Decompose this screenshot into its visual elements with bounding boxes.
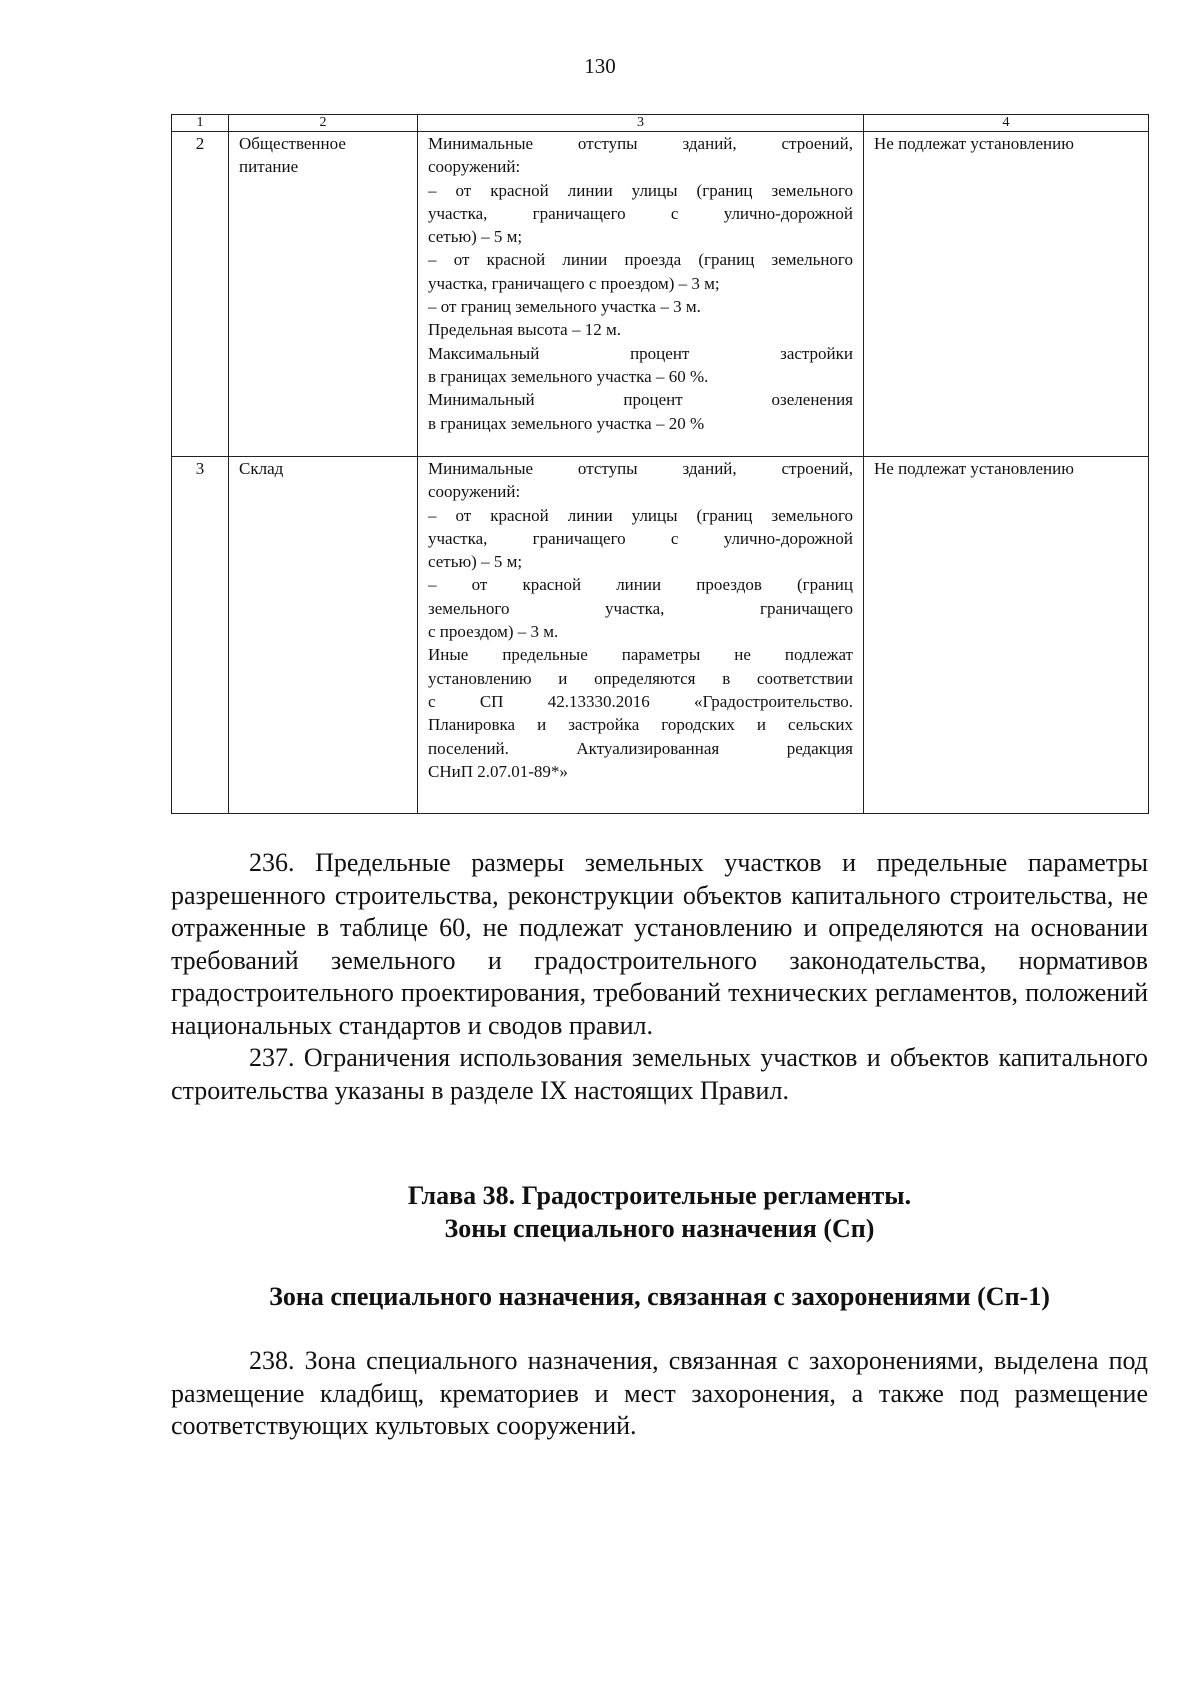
table-header-cell: 2 [229, 115, 418, 132]
param-line: участка, граничащего с проездом) – 3 м; [428, 273, 720, 293]
param-line: Минимальный процент озеленения [428, 390, 853, 410]
param-line: участка, граничащего с улично-дорожной [428, 203, 853, 223]
param-line: Планировка и застройка городских и сельских [428, 715, 853, 735]
param-line: поселений. Актуализированная редакция [428, 738, 853, 758]
limits-cell: Не подлежат установлению [864, 457, 1149, 814]
table-header-cell: 3 [418, 115, 864, 132]
param-line: Минимальные отступы зданий, строений, [428, 459, 853, 478]
use-type-line: питание [239, 157, 299, 177]
param-line: с проездом) – 3 м. [428, 622, 559, 642]
param-line: Максимальный процент застройки [428, 343, 853, 363]
parameters-cell [418, 132, 864, 457]
param-line: – от границ земельного участка – 3 м. [428, 297, 701, 317]
chapter-heading [171, 1180, 1148, 1245]
regulations-table [171, 114, 1149, 814]
chapter-heading-line: Зоны специального назначения (Сп) [444, 1213, 875, 1243]
param-line: – от красной линии улицы (границ земельного [428, 180, 853, 200]
param-line: сетью) – 5 м; [428, 227, 523, 247]
table-row [172, 132, 1149, 457]
param-line: – от красной линии проездов (границ [428, 575, 853, 595]
param-line: в границах земельного участка – 20 % [428, 413, 705, 433]
param-line: сетью) – 5 м; [428, 552, 523, 572]
table-header-cell: 1 [172, 115, 229, 132]
param-line: сооружений: [428, 157, 521, 177]
body-section [171, 1345, 1148, 1443]
paragraph-236: 236. Предельные размеры земельных участков и предельные параметры разрешенного строительства, реконструкции объектов капитального строительства, не отраженные в таблице 60, не подлежат установлению и определяются на основании требований земельного и градостроительного законодательства, нормативов градостроительного проектирования, требований технических регламентов, положений национальных стандартов и сводов правил. [171, 848, 1148, 1040]
use-type-cell [229, 457, 418, 814]
table-header-cell: 4 [864, 115, 1149, 132]
parameters-cell [418, 457, 864, 814]
param-line: – от красной линии улицы (границ земельного [428, 505, 853, 525]
limits-cell: Не подлежат установлению [864, 132, 1149, 457]
param-line: Предельная высота – 12 м. [428, 320, 621, 340]
table-header-row [172, 115, 1149, 132]
chapter-heading-line: Глава 38. Градостроительные регламенты. [407, 1181, 912, 1210]
paragraph-238: 238. Зона специального назначения, связанная с захоронениями, выделена под размещение кладбищ, крематориев и мест захоронения, а также под размещение соответствующих культовых сооружений. [171, 1346, 1148, 1440]
param-line: – от красной линии проезда (границ земельного [428, 250, 853, 270]
param-line: в границах земельного участка – 60 %. [428, 366, 709, 386]
param-line: с СП 42.13330.2016 «Градостроительство. [428, 691, 853, 711]
param-line: сооружений: [428, 482, 521, 502]
row-number: 3 [172, 457, 229, 814]
use-type-cell [229, 132, 418, 457]
page-number: 130 [584, 54, 616, 78]
table-row [172, 457, 1149, 814]
param-line: участка, граничащего с улично-дорожной [428, 528, 853, 548]
zone-heading: Зона специального назначения, связанная с захоронениями (Сп-1) [269, 1282, 1050, 1311]
body-section [171, 847, 1148, 1107]
paragraph-237: 237. Ограничения использования земельных участков и объектов капитального строительства указаны в разделе IX настоящих Правил. [171, 1043, 1148, 1105]
param-line: Минимальные отступы зданий, строений, [428, 134, 853, 153]
param-line: Иные предельные параметры не подлежат [428, 645, 853, 665]
param-line: установлению и определяются в соответствии [428, 668, 853, 688]
use-type-line: Общественное [239, 134, 346, 153]
row-number: 2 [172, 132, 229, 457]
param-line: СНиП 2.07.01-89*» [428, 761, 568, 781]
use-type-line: Склад [239, 459, 284, 478]
param-line: земельного участка, граничащего [428, 598, 853, 618]
